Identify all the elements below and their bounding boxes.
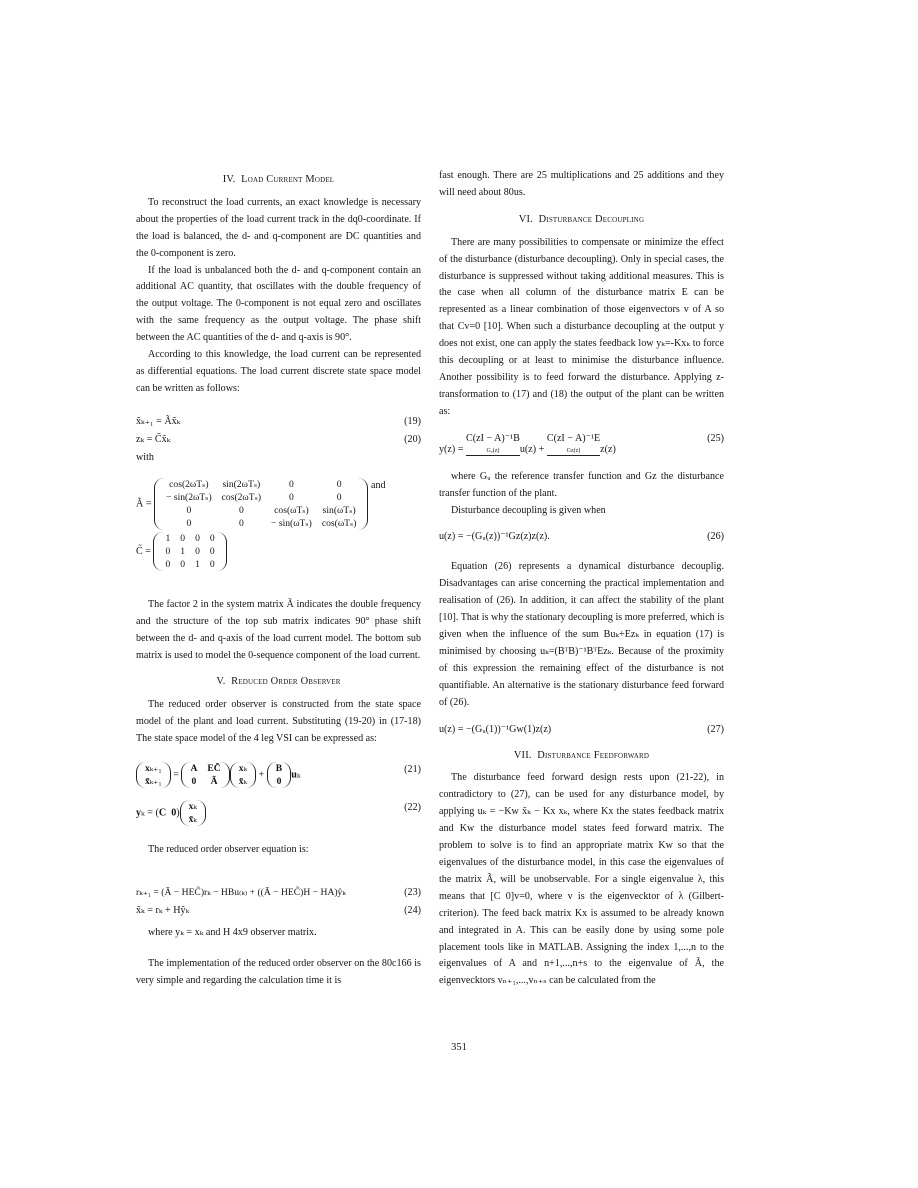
section-heading-v: V. Reduced Order Observer: [216, 676, 341, 688]
matrix-c-cell: 0: [180, 532, 186, 544]
matrix-c-row: [160, 532, 219, 545]
equation-24: x̃ₖ = rₖ + Hŷₖ (24): [136, 904, 421, 916]
equation-27: u(z) = −(Gᵤ(1))⁻¹Gw(1)z(z) (27): [439, 723, 724, 735]
left-column: [136, 168, 421, 990]
matrix-c-label: C̃ =: [136, 545, 151, 557]
matrix-c-cell: 0: [165, 558, 171, 570]
matrix-c-tilde: [136, 532, 421, 571]
matrix-a-cell: sin(ωTₛ): [322, 504, 356, 516]
matrix-a-cell: 0: [289, 478, 294, 490]
equation-22: yₖ = (C 0) xₖ x̃ₖ (22): [136, 801, 421, 826]
with-label: with: [136, 451, 154, 463]
matrix-a-label: Ã =: [136, 498, 152, 510]
matrix-a-brackets: [154, 478, 368, 530]
matrix-a-cell: 0: [336, 478, 342, 490]
matrix-c-brackets: [153, 532, 226, 571]
matrix-a-cell: cos(2ωTₛ): [169, 478, 209, 490]
matrix-a-cell: sin(2ωTₛ): [222, 478, 261, 490]
matrix-a-cell: 0: [336, 491, 342, 503]
paragraph: fast enough. There are 25 multiplications and 25 additions and they will need about 80us.: [439, 170, 724, 198]
matrix-a-cell: 0: [238, 517, 244, 529]
matrix-c-row: [160, 558, 219, 571]
paragraph: The reduced order observer is constructed from the state space model of the plant and load current. Substituting (19-20) in (17-18) The state space model of the 4 leg VSI can be expressed as:: [136, 699, 421, 745]
matrix-c-cell: 1: [165, 532, 171, 544]
matrix-c-cell: 1: [195, 558, 200, 570]
matrix-c-cell: 0: [209, 558, 215, 570]
section-heading-vi: VI. Disturbance Decoupling: [518, 213, 645, 225]
matrix-a-tilde: [136, 478, 421, 530]
right-column: [439, 168, 724, 990]
paragraph: There are many possibilities to compensate or minimize the effect of the disturbance (disturbance decoupling). Only in special cases, the disturbance is suppressed without taking additional measures. This is the case when all column of the disturbance matrix E can be represented as a linear combination of those eigenvectors v of A so that Cv=0 [10]. When such a disturbance decoupling at the output y does not exist, one can apply the states feedback low yₖ=-Kxₖ to force this decoupling or at least to minimise the disturbance influence. Another possibility is to feed forward the disturbance. Applying z-transformation to (17) and (18) the output of the plant can be written as:: [439, 236, 724, 417]
section-heading-iv: IV. Load Current Model: [222, 174, 335, 185]
equation-21: xₖ₊₁ x̃ₖ₊₁ = A EC̃ 0 Ã xₖ x̃ₖ + B 0 uₖ (21): [136, 758, 421, 798]
matrix-c-cell: 0: [195, 532, 200, 544]
matrix-c-cell: 0: [209, 545, 215, 557]
matrix-c-cell: 0: [195, 545, 200, 557]
and-label: and: [370, 479, 386, 491]
matrix-c-cell: 0: [209, 532, 215, 544]
section-heading-vii: VII. Disturbance Feedforward: [513, 749, 650, 761]
matrix-a-cell: 0: [186, 517, 192, 529]
matrix-a-row: [161, 491, 361, 504]
equation-26: u(z) = −(Gᵤ(z))⁻¹Gz(z)z(z). (26): [439, 531, 724, 543]
equation-25: y(z) = C(zI − A)⁻¹B Gᵤ(z) u(z) + C(zI − A)⁻¹E Gz(z) z(z) (25): [439, 432, 724, 455]
paragraph: The reduced order observer equation is:: [148, 844, 309, 856]
matrix-c-cell: 0: [165, 545, 171, 557]
matrix-a-cell: cos(2ωTₛ): [221, 491, 262, 503]
paragraph: The implementation of the reduced order observer on the 80c166 is very simple and regarding the calculation time it is: [136, 957, 421, 986]
matrix-a-cell: − sin(2ωTₛ): [166, 491, 212, 503]
matrix-a-cell: 0: [289, 491, 294, 503]
matrix-a-cell: 0: [238, 504, 244, 516]
page-number: 351: [451, 1042, 467, 1053]
matrix-c-row: [160, 545, 219, 558]
matrix-a-cell: 0: [186, 504, 192, 516]
matrix-c-table: [160, 532, 219, 571]
equation-23: rₖ₊₁ = (Ã − HEC̃)rₖ − HBu₍ₖ₎ + ((Ã − HEC̃)H − HA)ŷₖ (23): [136, 886, 421, 898]
paragraph: Equation (26) represents a dynamical disturbance decouplig. Disadvantages can arise concerning the practical implementation and realisation of (26). In addition, it can affect the stability of the plant [10]. That is why the stationary decoupling is more preferred, which is given when the influence of the sum Buₖ+Ezₖ in equation (17) is minimised by choosing uₖ=(BᵀB)⁻¹BᵀEzₖ. Because of the proximity of this expression the remaining effect of the disturbance is not quantifiable. An alternative is the stationary disturbance feed forward of (26).: [439, 561, 724, 708]
paragraph: According to this knowledge, the load current can be represented as differential equations. The load current discrete state space model can be written as follows:: [136, 349, 421, 394]
paragraph: To reconstruct the load currents, an exact knowledge is necessary about the properties of the load current track in the dq0-coordinate. If the load is balanced, the d- and q-component are DC quantities and the 0-component is zero.: [136, 196, 421, 259]
matrix-a-row: [161, 517, 361, 530]
matrix-a-table: [161, 478, 361, 530]
paragraph: The factor 2 in the system matrix Ã indicates the double frequency and the structure of the top sub matrix indicates 90° phase shift between the d- and q-axis of the load current model. The bottom sub matrix is used to model the 0-sequence component of the load current.: [136, 598, 421, 661]
paragraph: where Gᵤ the reference transfer function and Gz the disturbance transfer function of the plant.: [439, 470, 724, 499]
matrix-a-row: [161, 478, 361, 491]
matrix-c-cell: 0: [180, 558, 186, 570]
paragraph: If the load is unbalanced both the d- and q-component contain an additional AC quantity, that oscillates with the double frequency of the output voltage. The 0-component is not equal zero and oscillates with the same frequency as the output voltage. The phase shift between the AC quantities of the d- and q-axis is 90°.: [136, 264, 421, 344]
paragraph: The disturbance feed forward design rests upon (21-22), in contradictory to (27), can be used for any disturbance model, by applying uₖ = −Kw x̃ₖ − Kx xₖ, where Kx the states feedback matrix and Kw the disturbance model states feed forward matrix. The problem to solve is to find an appropriate matrix Kw so that the eigenvalues of the disturbance model, in this case the eigenvalues of the matrix Ã, will be unobservable. For a single eigenvalue λ, this means that [C 0]v=0, where v is the eigenvecktor of λ (Gilbert-criterion). The feed back matrix Kx is assumed to be already known and integrated in A. This can be easily done by using some pole placement tools like in MATLAB. Assigning the index 1,...,n to the eigenvalues of A and n+1,...,n+s to the eigenvalue of Ã, the eigenvecktors vₙ₊₁,...,vₙ₊ₛ can be calculated from the: [439, 772, 724, 987]
matrix-c-cell: 1: [180, 545, 186, 557]
matrix-a-cell: − sin(ωTₛ): [271, 517, 312, 529]
equation-19: x̃ₖ₊₁ = Ãx̃ₖ (19): [136, 415, 421, 427]
paragraph: where yₖ = xₖ and H 4x9 observer matrix.: [148, 926, 317, 938]
paragraph: Disturbance decoupling is given when: [451, 504, 606, 516]
matrix-a-row: [161, 504, 361, 517]
matrix-a-cell: cos(ωTₛ): [321, 517, 357, 529]
matrix-a-cell: cos(ωTₛ): [274, 504, 309, 516]
equation-20: zₖ = C̃x̃ₖ (20): [136, 433, 421, 445]
